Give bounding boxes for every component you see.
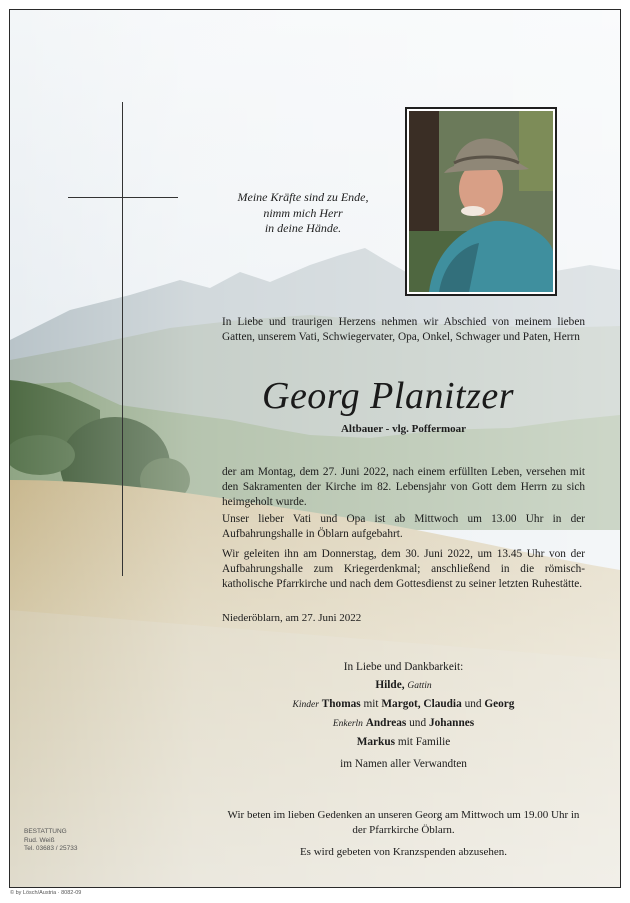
deceased-title: Altbauer - vlg. Poffermoar [340, 423, 467, 435]
wife-role: Gattin [407, 681, 432, 691]
child-name: Georg [484, 698, 515, 710]
bible-quote [228, 190, 378, 237]
place-date: Niederöblarn, am 27. Juni 2022 [222, 612, 362, 624]
mourners-list [222, 658, 585, 773]
portrait-photo [405, 107, 557, 296]
family-text: mit Familie [397, 736, 451, 748]
deceased-name: Georg Planitzer [262, 375, 515, 417]
children-label: Kinder [292, 700, 319, 710]
spouse-names: Margot, Claudia [381, 698, 462, 710]
no-flowers-note: Es wird gebeten von Kranzspenden abzusehen. [299, 846, 508, 858]
undertaker-info [24, 828, 104, 854]
connector: und [464, 698, 482, 710]
child-name: Thomas [321, 698, 361, 710]
undertaker-phone: Tel. 03683 / 25733 [24, 845, 78, 852]
grandchild-name: Markus [356, 736, 396, 748]
memorial-prayer: Wir beten im lieben Gedenken an unseren Georg am Mittwoch um 19.00 Uhr in der Pfarrkirche Öblarn. [227, 809, 580, 836]
mourner-wife [222, 676, 585, 695]
cross-vertical [122, 102, 123, 576]
relatives-text: im Namen aller Verwandten [340, 758, 467, 770]
copyright-text: © by Lösch/Austria · 8082-09 [10, 890, 82, 896]
undertaker-name: Rud. Weiß [24, 836, 55, 844]
connector: und [409, 717, 427, 729]
undertaker-label: BESTATTUNG [24, 828, 67, 835]
mourner-children [222, 695, 585, 714]
funeral-info: Wir geleiten ihn am Donnerstag, dem 30. Juni 2022, um 13.45 Uhr von der Aufbahrungshalle zum Kriegerdenkmal; anschließend in die römisch-katholische Pfarrkirche und nach dem Gottesdienst zu seiner letzten Ruhestätte. [222, 548, 585, 590]
intro-text: In Liebe und traurigen Herzens nehmen wir Abschied von meinem lieben Gatten, unserem Vati, Schwiegervater, Opa, Onkel, Schwager und Paten, Herrn [222, 316, 585, 343]
viewing-info: Unser lieber Vati und Opa ist ab Mittwoch um 13.00 Uhr in der Aufbahrungshalle in Öblarn aufgebahrt. [222, 513, 585, 540]
grandchild-name: Johannes [428, 717, 475, 729]
quote-line: nimm mich Herr [263, 205, 343, 220]
grandchildren-label: Enkerln [332, 719, 363, 729]
quote-line: Meine Kräfte sind zu Ende, [237, 190, 369, 204]
connector: mit [363, 698, 379, 710]
mourner-grandchild-family [222, 733, 585, 751]
portrait-image [409, 111, 553, 292]
mourners-heading: In Liebe und Dankbarkeit: [343, 661, 464, 673]
quote-line: in deine Hände. [264, 221, 342, 235]
parte-frame [9, 9, 621, 888]
grandchild-name: Andreas [365, 717, 407, 729]
cross-horizontal [68, 197, 178, 198]
death-announcement: der am Montag, dem 27. Juni 2022, nach einem erfüllten Leben, versehen mit den Sakramenten der Kirche im 82. Lebensjahr von Gott dem Herrn zu sich heimgeholt wurde. [222, 466, 585, 508]
mourner-grandchildren [222, 714, 585, 733]
wife-name: Hilde, [375, 679, 405, 691]
